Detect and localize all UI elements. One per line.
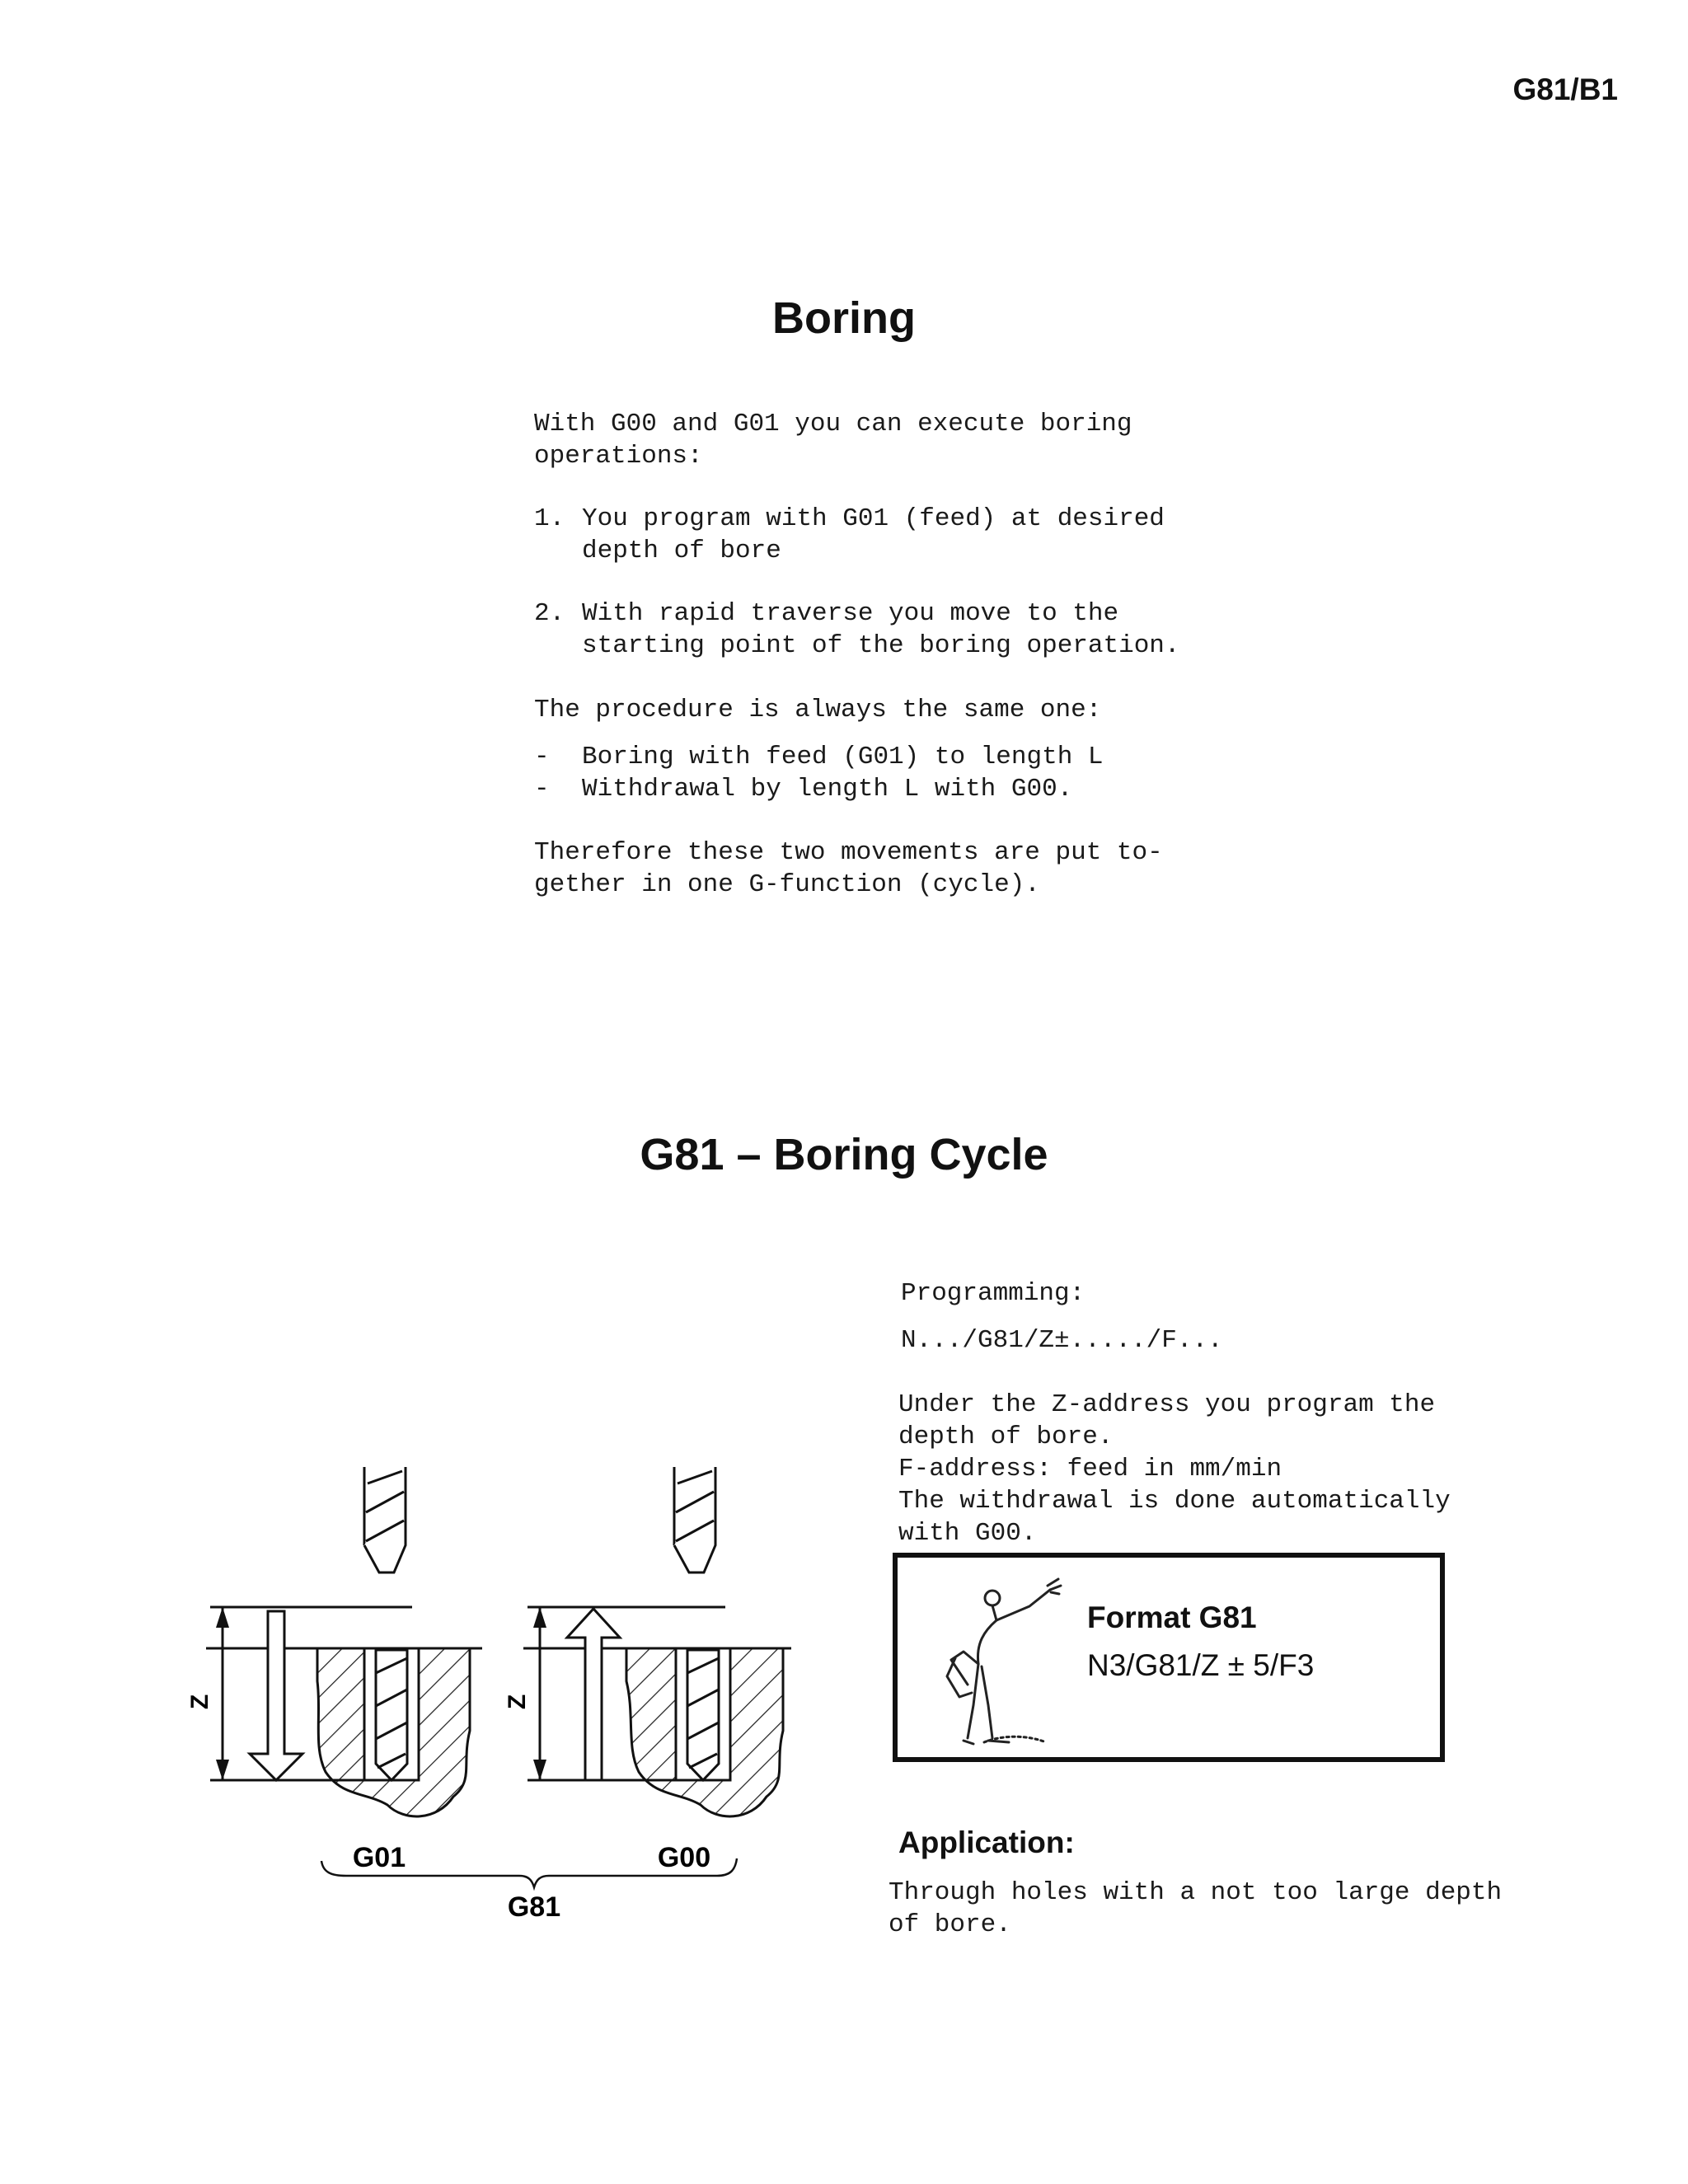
application-line: of bore. (889, 1910, 1011, 1939)
right-boring-panel (504, 1467, 791, 1816)
application-line: Through holes with a not too large depth (889, 1878, 1503, 1907)
item-line: You program with G01 (feed) at desired (582, 504, 1165, 533)
step-mark: - (534, 743, 550, 771)
intro-line: With G00 and G01 you can execute boring (534, 410, 1132, 438)
item-line: starting point of the boring operation. (582, 631, 1180, 660)
conclusion-block (534, 837, 1276, 901)
conclusion-line: gether in one G-function (cycle). (534, 870, 1040, 899)
item-line: With rapid traverse you move to the (582, 599, 1119, 628)
numbered-item-1 (534, 503, 1276, 567)
section-title-boring: Boring (772, 293, 916, 343)
description-line: The withdrawal is done automatically (898, 1487, 1451, 1516)
g00-label: G00 (657, 1842, 711, 1873)
pointing-figure-icon (906, 1561, 1071, 1759)
item-number: 2. (534, 599, 565, 628)
description-line: with G00. (898, 1519, 1037, 1548)
programming-format: N.../G81/Z±...../F... (901, 1326, 1223, 1355)
description-line: depth of bore. (898, 1422, 1114, 1451)
g81-description (898, 1389, 1640, 1549)
boring-intro (534, 408, 1276, 472)
programming-block (901, 1277, 1643, 1357)
description-line: Under the Z-address you program the (898, 1390, 1436, 1419)
conclusion-line: Therefore these two movements are put to- (534, 838, 1163, 867)
page-code: G81/B1 (1512, 73, 1618, 106)
application-heading: Application: (898, 1825, 1075, 1859)
item-number: 1. (534, 504, 565, 533)
procedure-title: The procedure is always the same one: (534, 696, 1102, 724)
format-box (893, 1553, 1445, 1762)
application-text (889, 1877, 1630, 1941)
z-dimension-label-left: Z (186, 1694, 213, 1710)
programming-label: Programming: (901, 1279, 1085, 1308)
description-line: F-address: feed in mm/min (898, 1455, 1282, 1483)
boring-cycle-diagram (186, 1467, 816, 1929)
step-mark: - (534, 775, 550, 804)
step-text: Withdrawal by length L with G00. (582, 775, 1073, 804)
item-line: depth of bore (582, 537, 781, 565)
section-title-g81: G81 – Boring Cycle (640, 1130, 1048, 1179)
g81-label: G81 (507, 1891, 561, 1923)
numbered-item-2 (534, 598, 1276, 662)
intro-line: operations: (534, 442, 703, 471)
g01-label: G01 (352, 1842, 406, 1873)
feed-arrow-down (250, 1611, 302, 1780)
format-heading: Format G81 (1087, 1601, 1257, 1634)
procedure-block (534, 694, 1276, 805)
step-text: Boring with feed (G01) to length L (582, 743, 1104, 771)
format-code: N3/G81/Z ± 5/F3 (1087, 1648, 1315, 1682)
rapid-arrow-up (567, 1609, 620, 1780)
z-dimension-label-right: Z (504, 1694, 531, 1710)
left-boring-panel (186, 1467, 482, 1816)
